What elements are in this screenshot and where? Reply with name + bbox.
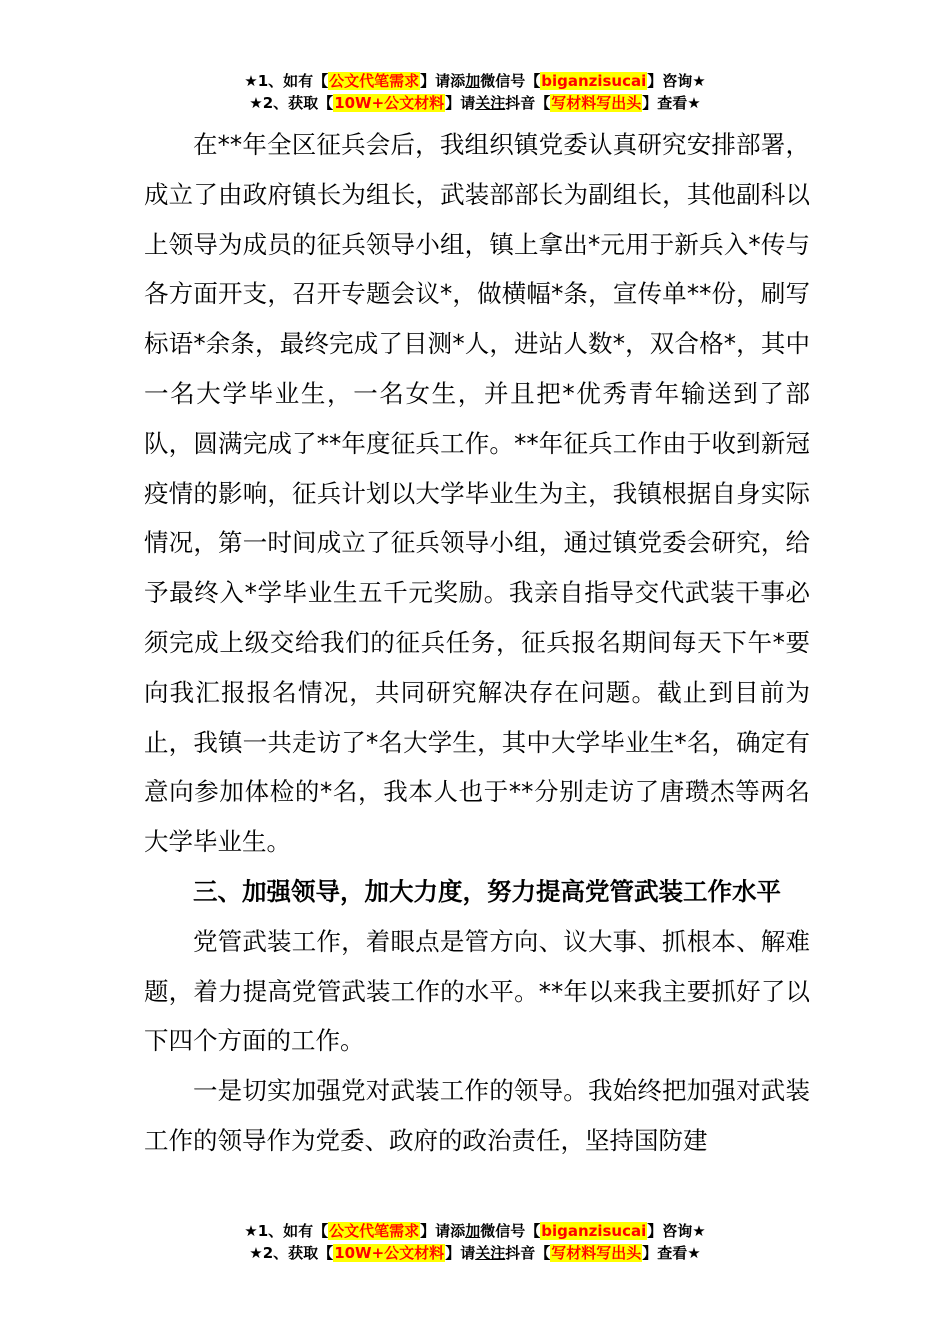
wechat-id-highlight: biganzisucai — [541, 72, 647, 90]
promo-text: 】查看★ — [642, 94, 701, 112]
underlined-text: 关注 — [475, 94, 506, 112]
underlined-text: 关注 — [475, 1244, 506, 1262]
body-paragraph: 在**年全区征兵会后，我组织镇党委认真研究安排部署，成立了由政府镇长为组长，武装部部长为副组长，其他副科以上领导为成员的征兵领导小组，镇上拿出*元用于新兵入*传与各方面开支，召开专题会议*，做横幅*条，宣传单**份，刷写标语*余条，最终完成了目测*人，进站人数*，双合格*，其中一名大学毕业生，一名女生，并且把*优秀青年输送到了部队，圆满完成了**年度征兵工作。**年征兵工作由于收到新冠疫情的影响，征兵计划以大学毕业生为主，我镇根据自身实际情况，第一时间成立了征兵领导小组，通过镇党委会研究，给予最终入*学毕业生五千元奖励。我亲自指导交代武装干事必须完成上级交给我们的征兵任务，征兵报名期间每天下午*要向我汇报报名情况，共同研究解决存在问题。截止到目前为止，我镇一共走访了*名大学生，其中大学毕业生*名，确定有意向参加体检的*名，我本人也于**分别走访了唐瓒杰等两名大学毕业生。 — [144, 130, 810, 857]
highlight-text: 10W+公文材料 — [334, 1244, 445, 1262]
section-heading: 三、加强领导，加大力度，努力提高党管武装工作水平 — [193, 876, 781, 906]
promo-line-1 — [0, 70, 950, 92]
document-body — [144, 120, 810, 1166]
promo-text: ★1、如有【 — [244, 1222, 329, 1240]
footer-promo-banner — [0, 1220, 950, 1264]
promo-text: 抖音【 — [505, 1244, 551, 1262]
promo-text: ★2、获取【 — [249, 94, 334, 112]
underlined-text: 加 — [465, 72, 481, 90]
promo-line-2 — [0, 92, 950, 114]
promo-text: 】请 — [445, 1244, 476, 1262]
highlight-text: 10W+公文材料 — [334, 94, 445, 112]
promo-text: 】咨询★ — [647, 72, 706, 90]
promo-text: 】请添 — [420, 72, 466, 90]
promo-text: 抖音【 — [505, 94, 551, 112]
promo-text: 】咨询★ — [647, 1222, 706, 1240]
douyin-id-highlight: 写材料写出头 — [551, 94, 642, 112]
promo-text: 】请 — [445, 94, 476, 112]
promo-text: ★2、获取【 — [249, 1244, 334, 1262]
highlight-text: 公文代笔需求 — [329, 1222, 420, 1240]
promo-line-1 — [0, 1220, 950, 1242]
promo-text: 微信号【 — [480, 1222, 541, 1240]
promo-text: ★1、如有【 — [244, 72, 329, 90]
underlined-text: 加 — [465, 1222, 481, 1240]
wechat-id-highlight: biganzisucai — [541, 1222, 647, 1240]
header-promo-banner — [0, 70, 950, 114]
body-paragraph: 党管武装工作，着眼点是管方向、议大事、抓根本、解难题，着力提高党管武装工作的水平。**年以来我主要抓好了以下四个方面的工作。 — [144, 926, 810, 1056]
promo-text: 微信号【 — [480, 72, 541, 90]
douyin-id-highlight: 写材料写出头 — [551, 1244, 642, 1262]
promo-text: 】请添 — [420, 1222, 466, 1240]
body-paragraph: 一是切实加强党对武装工作的领导。我始终把加强对武装工作的领导作为党委、政府的政治责任，坚持国防建 — [144, 1076, 810, 1155]
highlight-text: 公文代笔需求 — [329, 72, 420, 90]
promo-text: 】查看★ — [642, 1244, 701, 1262]
promo-line-2 — [0, 1242, 950, 1264]
